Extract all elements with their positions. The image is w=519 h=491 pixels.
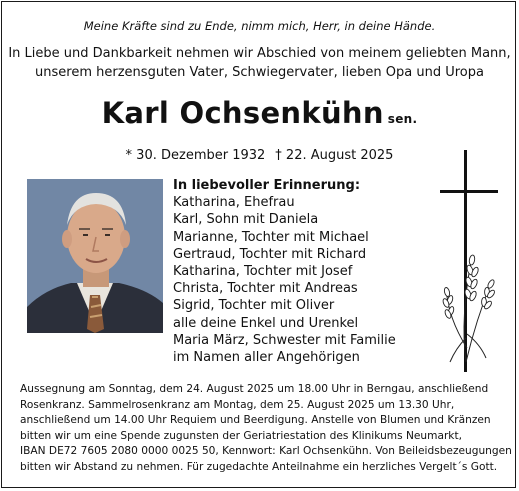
cross-with-wheat-icon bbox=[436, 148, 502, 378]
deceased-name-text: Karl Ochsenkühn bbox=[101, 96, 384, 130]
mourner-entry: Christa, Tochter mit Andreas bbox=[173, 281, 358, 297]
mourners-list bbox=[173, 177, 423, 366]
mourner-entry: Maria März, Schwester mit Familie bbox=[173, 332, 396, 348]
mourner-entry: alle deine Enkel und Urenkel bbox=[173, 315, 359, 331]
footer-line: Aussegnung am Sonntag, dem 24. August 2025 um 18.00 Uhr in Berngau, anschließend bbox=[20, 383, 489, 395]
mourner-entry: Gertraud, Tochter mit Richard bbox=[173, 246, 367, 262]
footer-line: bitten wir um eine Spende zugunsten der Geriatriestation des Klinikums Neumarkt, bbox=[20, 429, 462, 442]
intro-text bbox=[2, 44, 517, 82]
birth-date: * 30. Dezember 1932 bbox=[125, 148, 266, 163]
mourner-entry: Sigrid, Tochter mit Oliver bbox=[173, 298, 335, 314]
deceased-name bbox=[2, 96, 517, 130]
mourner-entry: Katharina, Ehefrau bbox=[173, 195, 295, 211]
mourners-heading: In liebevoller Erinnerung: bbox=[173, 178, 361, 193]
name-suffix: sen. bbox=[387, 112, 418, 126]
mourner-entry: Marianne, Tochter mit Michael bbox=[173, 229, 369, 245]
intro-line: unserem herzensguten Vater, Schwiegervater, lieben Opa und Uropa bbox=[35, 65, 484, 80]
intro-line: In Liebe und Dankbarkeit nehmen wir Abschied von meinem geliebten Mann, bbox=[8, 46, 511, 61]
portrait-photo bbox=[27, 179, 163, 333]
motto-verse: Meine Kräfte sind zu Ende, nimm mich, Herr, in deine Hände. bbox=[83, 19, 436, 33]
funeral-details bbox=[20, 382, 512, 475]
mourner-entry: im Namen aller Angehörigen bbox=[173, 350, 360, 366]
footer-line: IBAN DE72 7605 2080 0000 0025 50, Kennwort: Karl Ochsenkühn. Von Beileidsbezeugungen bbox=[20, 445, 512, 457]
mourner-entry: Katharina, Tochter mit Josef bbox=[173, 264, 353, 280]
footer-line: bitten wir Abstand zu nehmen. Für zugedachte Anteilnahme ein herzliches Vergelt´s Gott. bbox=[20, 460, 498, 473]
obituary-notice bbox=[1, 1, 516, 488]
footer-line: Rosenkranz. Sammelrosenkranz am Montag, dem 25. August 2025 um 13.30 Uhr, bbox=[20, 398, 455, 411]
death-date: † 22. August 2025 bbox=[275, 148, 394, 163]
footer-line: anschließend um 14.00 Uhr Requiem und Beerdigung. Anstelle von Blumen und Kränzen bbox=[20, 414, 491, 426]
mourner-entry: Karl, Sohn mit Daniela bbox=[173, 212, 319, 228]
